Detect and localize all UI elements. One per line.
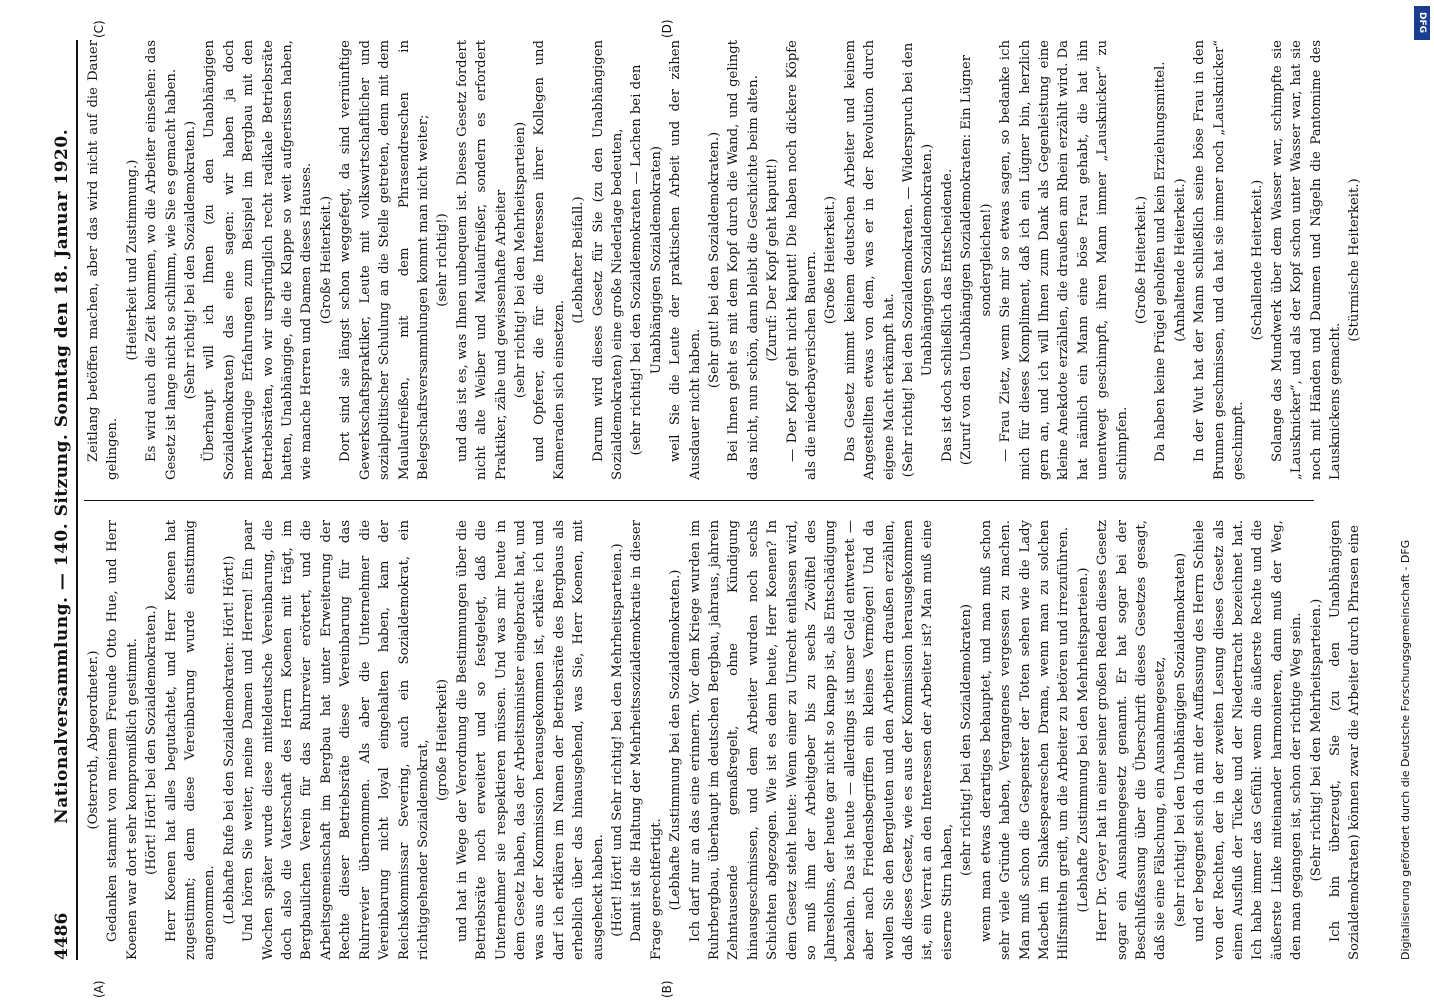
paragraph: (Sehr richtig! bei den Mehrheitsparteien.) <box>1308 598 1324 882</box>
paragraph: Zeitlang betöffen machen, aber das wird nicht auf die Dauer gelingen. <box>86 40 121 480</box>
paragraph: — Frau Zietz, wenn Sie mir so etwas sagen, so bedanke ich mich für dieses Kompliment, daß ich ein Lügner bin, herzlich gern an, und ich will Ihnen zum Dank als Gegenleistung eine kleine Anekdote erzählen, die draußen am Rhein erzählt wird. Da hat nämlich ein Mann eine böse Frau gehabt, die hat ihn unentwegt geschimpft, ihren Mann immer „Lausknicker“ zu schimpfen. <box>998 40 1130 480</box>
paragraph: (Große Heiterkeit.) <box>1133 195 1149 325</box>
paragraph: (Große Heiterkeit.) <box>823 195 839 325</box>
paragraph: und das ist es, was Ihnen unbequem ist. Dieses Gesetz fordert nicht alte Weiber und Maulaufreißer, sondern es erfordert Praktiker, zähe und gewissenhafte Arbeiter <box>454 40 509 480</box>
paragraph: Ich bin überzeugt, Sie (zu den Unabhängigen Sozialdemokraten) können zwar die Arbeiter durch Phrasen eine <box>1328 520 1363 960</box>
paragraph: (Sehr richtig! bei den Sozialdemokraten. — Widerspruch bei den Unabhängigen Sozialdemokraten.) <box>901 42 936 478</box>
paragraph: Bei Ihnen geht es mit dem Kopf durch die Wand, und gelingt das nicht, nun schön, dann bleibt die Geschichte beim alten. <box>726 40 761 480</box>
paragraph: Da haben keine Prügel geholfen und kein Erziehungsmittel. <box>1153 61 1169 462</box>
paragraph: (Lebhafter Beifall.) <box>571 196 587 324</box>
page-number: 4486 <box>52 912 72 960</box>
paragraph: (Zuruf von den Unabhängigen Sozialdemokraten: Ein Lügner sondergleichen!) <box>959 54 994 466</box>
margin-mark-d: (D) <box>660 19 674 38</box>
paragraph: Dort sind sie längst schon weggefegt, da sind vernünftige Gewerkschaftspraktiker, Leute mit volkswirtschaftlicher und sozialpolitischer Schulung an die Stelle getreten, denn mit dem Maulaufreißen, mit dem Phrasendreschen in Belegschaftsversammlungen kommt man nicht weiter; <box>338 40 431 480</box>
paragraph: (Lebhafte Zustimmung bei den Sozialdemokraten.) <box>668 569 684 911</box>
paragraph: Solange das Mundwerk über dem Wasser war, schimpfte sie „Lausknicker“, und als der Kopf schon unter Wasser war, hat sie noch mit Händen und Daumen und Nägeln die Pantomime des Lausknickens gemacht. <box>1269 40 1343 480</box>
paragraph: und hat in Wege der Verordnung die Bestimmungen über die Betriebsräte noch erweitert und so festgelegt, daß die Unternehmer sie respektieren müssen. Und was mir heute in dem Gesetz haben, das der Arbeitsminister eingebracht hat, und was aus der Kommission herausgekommen ist, erkläre ich und darf ich erklären im Namen der Betriebsräte des Bergbaus als erheblich über das hinausgehend, was Sie, Herr Koenen, mit ausgeheckt haben. <box>454 520 606 960</box>
column-divider <box>84 500 1314 501</box>
paragraph: — Der Kopf geht nicht kaputt! Die haben noch dickere Köpfe als die niederbayerischen Bauern. <box>784 40 820 480</box>
paragraph: Es wird auch die Zeit kommen, wo die Arbeiter einsehen: das Gesetz ist lange nicht so schlimm, wie Sie es gemacht haben. <box>144 40 179 480</box>
margin-mark-c: (C) <box>92 20 106 38</box>
digitization-note-text: Digitalisierung gefördert durch die Deutsche Forschungsgemeinschaft - DFG <box>1399 539 1412 960</box>
margin-mark-b: (B) <box>660 980 674 998</box>
paragraph: Herr Dr. Geyer hat in einer seiner großen Reden dieses Gesetz sogar ein Ausnahmegesetz genannt. Er hat sogar bei der Beschlußfassung über die Überschrift dieses Gesetzes gesagt, daß sie eine Fälschung, ein Ausnahmegesetz, <box>1095 520 1169 960</box>
paragraph: (Stürmische Heiterkeit.) <box>1347 178 1363 342</box>
left-column <box>84 520 1363 960</box>
paragraph: Darum wird dieses Gesetz für Sie (zu den Unabhängigen Sozialdemokraten) eine große Niederlage bedeuten, <box>590 40 625 480</box>
paragraph: (große Heiterkeit) <box>435 678 451 802</box>
dfg-logo: DFG <box>1414 6 1430 40</box>
paragraph: (Lebhafte Zustimmung bei den Mehrheitsparteien.) <box>1075 567 1091 913</box>
paragraph: weil Sie die Leute der praktischen Arbeit und der zähen Ausdauer nicht haben. <box>668 40 703 480</box>
paragraph: (Zuruf: Der Kopf geht kaputt!) <box>765 158 781 362</box>
paragraph: Und hören Sie weiter, meine Damen und Herren! Ein paar Wochen später wurde diese mitteldeutsche Vereinbarung, die doch also die Vaterschaft des Herrn Koenen mit trägt, im Bergbaulichen Verein für das Ruhrrevier erörtert, und die Arbeitsgemeinschaft im Bergbau hat unter Erweiterung der Rechte dieser Betriebsräte diese Vereinbarung für das Ruhrrevier übernommen. Als aber die Unternehmer die Vereinbarung nicht loyal eingehalten haben, kam der Reichskommissar Severing, auch ein Sozialdemokrat, ein richtiggehender Sozialdemokrat, <box>241 520 431 960</box>
paragraph: Herr Koenen hat alles begutachtet, und Herr Koenen hat zugestimmt; denn diese Vereinbarung wurde einstimmig angenommen. <box>163 520 218 960</box>
paragraph: (Anhaltende Heiterkeit.) <box>1172 178 1188 342</box>
paragraph: (Sehr richtig! bei den Sozialdemokraten.) <box>183 120 199 400</box>
paragraph: wenn man etwas derartiges behauptet, und man muß schon sehr viele Gründe haben, Vergangenes vergessen zu machen. Man muß schon die Gespenster der Toten sehen wie die Lady Macbeth im Shakespeareschen Drama, wenn man zu solchen Hilfsmitteln greift, um die Arbeiter zu betören und irrezuführen. <box>978 520 1072 960</box>
paragraph: Damit ist die Haltung der Mehrheitssozialdemokratie in dieser Frage gerechtfertigt. <box>629 520 664 960</box>
paragraph: (Schallende Heiterkeit.) <box>1250 179 1266 341</box>
paragraph: (sehr richtig! bei den Sozialdemokraten — Lachen bei den Unabhängigen Sozialdemokraten) <box>629 64 664 456</box>
paragraph: In der Wut hat der Mann schließlich seine böse Frau in den Brunnen geschmissen, und da hat sie immer noch „Lausknicker“ geschimpft. <box>1192 40 1246 480</box>
paragraph: (Sehr gut! bei den Sozialdemokraten.) <box>707 131 722 389</box>
paragraph: (sehr richtig! bei den Mehrheitsparteien) <box>512 121 528 399</box>
paragraph: (sehr richtig! bei den Unabhängigen Sozialdemokraten) <box>1172 552 1188 928</box>
paragraph: Überhaupt will ich Ihnen (zu den Unabhängigen Sozialdemokraten) das eine sagen: wir haben ja doch merkwürdige Erfahrungen zum Beispiel im Bergbau mit den Betriebsräten, wo wir ursprünglich recht radikale Betriebsräte hatten, Unabhängige, die die Klappe so weit aufgerissen haben, wie manche Herren und Damen dieses Hauses. <box>202 40 315 480</box>
page-running-title: Nationalversammlung. — 140. Sitzung. Sonntag den 18. Januar 1920. <box>52 128 72 824</box>
right-column <box>84 40 1363 480</box>
paragraph: und er begegnet sich da mit der Auffassung des Herrn Schiele von der Rechten, der in der zweiten Lesung dieses Gesetz als einen Ausfluß der Tücke und der Niedertracht bezeichnet hat. Ich habe immer das Gefühl: wenn die äußerste Rechte und die äußerste Linke miteinander harmonieren, dann muß der Weg, den man gegangen ist, schon der richtige Weg sein. <box>1192 520 1305 960</box>
paragraph: Das ist doch schließlich das Entscheidende. <box>939 168 955 462</box>
paragraph: (Große Heiterkeit.) <box>318 195 334 325</box>
digitization-note <box>1390 40 1422 960</box>
paragraph: (Heiterkeit und Zustimmung.) <box>124 159 140 361</box>
paragraph: Gedanken stammt von meinem Freunde Otto Hue, und Herr Koenen war dort sehr kompromißlich gestimmt. <box>105 520 140 960</box>
paragraph: (sehr richtig!) <box>435 213 451 307</box>
paragraph: Das Gesetz nimmt keinem deutschen Arbeiter und keinem Angestellten etwas von dem, was er in der Revolution durch eigene Macht erkämpft hat. <box>842 40 897 480</box>
paragraph: und Opferer, die für die Interessen ihrer Kollegen und Kameraden sich einsetzen. <box>532 40 567 480</box>
margin-mark-a: (A) <box>92 980 106 998</box>
text-columns <box>84 40 1363 960</box>
paragraph: (Osterroth, Abgeordneter.) <box>86 650 101 830</box>
paragraph: (Lebhafte Rufe bei den Sozialdemokraten: Hört! Hört!) <box>221 555 237 925</box>
paragraph: (sehr richtig! bei den Sozialdemokraten) <box>959 604 975 876</box>
paragraph: (Hört! Hört! und Sehr richtig! bei den Mehrheitsparteien.) <box>609 543 625 937</box>
paragraph: (Hört! Hört! bei den Sozialdemokraten.) <box>144 605 160 875</box>
paragraph: Ich darf nur an das eine erinnern. Vor dem Kriege wurden im Ruhrbergbau, überhaupt im deutschen Bergbau, jahraus, jahrein Zehntausende gemaßregelt, ohne Kündigung hinausgeschmissen, und dem Arbeiter wurden noch sechs Schichten abgezogen. Wie ist es denn heute, Herr Koenen? In dem Gesetz steht heute: Wenn einer zu Unrecht entlassen wird, so muß ihm der Arbeitgeber bis zu sechs Zwölftel des Jahreslohns, der heute gar nicht so knapp ist, als Entschädigung bezahlen. Das ist heute — allerdings ist unser Geld entwertet — aber nach Friedensbegriffen ein kleines Vermögen! Und da wollen Sie den Bergleuten und den Arbeitern draußen erzählen, daß dieses Gesetz, wie es aus der Kommission herausgekommen ist, ein Verrat an den Interessen der Arbeiter ist? Man muß eine eiserne Stirn haben, <box>687 520 955 960</box>
page-header <box>40 40 78 960</box>
